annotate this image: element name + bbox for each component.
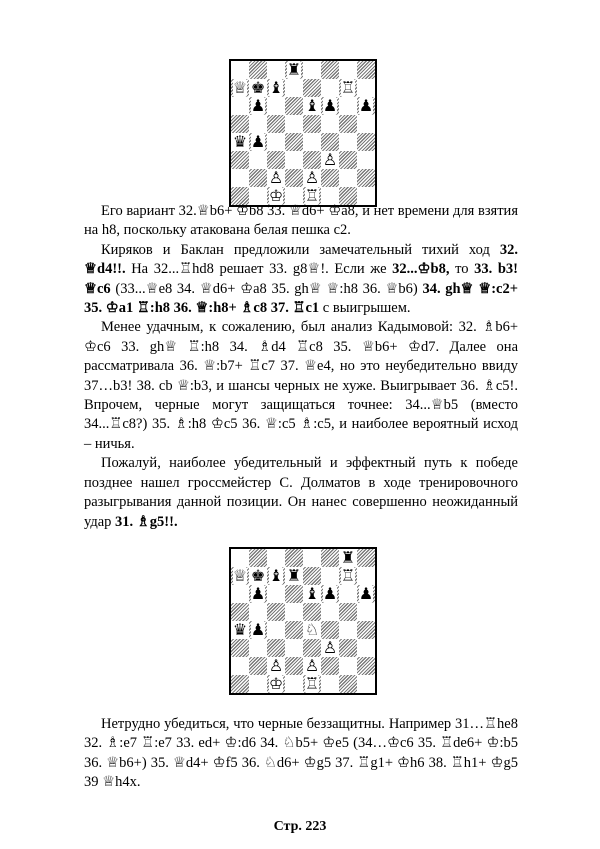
board-square bbox=[267, 567, 285, 585]
board-square bbox=[249, 169, 267, 187]
board-square bbox=[231, 657, 249, 675]
board-square bbox=[339, 97, 357, 115]
board-square bbox=[285, 97, 303, 115]
chess-piece: ♟ bbox=[322, 584, 338, 603]
text-run: Менее удачным, к сожалению, был анализ Кадымовой: 32. ♗b6+ ♔c6 33. gh♕ ♖:h8 34. ♗d4 ♖c8 35. ♕b6+ ♔d7. Далее она рассматривала 36. ♕:b7+ ♖c7 37. ♕e4, но это неубедительно ввиду 37…b3! 38. cb ♕:b3, и шансы черных не хуже. Выигрывает 36. ♗c5!. Впрочем, черные могут защищаться точнее: 34...♕b5 (вместо 34...♖c8?) 35. ♗:h8 ♔c5 36. ♕:c5 ♗:c5, и наиболее вероятный исход – ничья. bbox=[84, 319, 518, 452]
board-square bbox=[231, 621, 249, 639]
board-square bbox=[267, 97, 285, 115]
chess-piece: ♙ bbox=[322, 638, 338, 657]
board-square bbox=[267, 115, 285, 133]
board-square bbox=[285, 61, 303, 79]
board-square bbox=[249, 79, 267, 97]
board-square bbox=[321, 61, 339, 79]
board-square bbox=[249, 585, 267, 603]
chess-piece: ♖ bbox=[304, 186, 320, 205]
text-run: Его вариант 32.♕b6+ ♔b8 33. ♕d6+ ♔a8, и нет времени для взятия на h8, поскольку атакована белая пешка с2. bbox=[84, 203, 518, 239]
board-square bbox=[285, 169, 303, 187]
chess-piece: ♙ bbox=[304, 168, 320, 187]
chess-piece: ♟ bbox=[358, 584, 374, 603]
chess-piece: ♙ bbox=[268, 656, 284, 675]
chess-piece: ♟ bbox=[250, 96, 266, 115]
board-square bbox=[249, 675, 267, 693]
board-square bbox=[285, 133, 303, 151]
board-square bbox=[249, 549, 267, 567]
chess-piece: ♕ bbox=[232, 566, 248, 585]
board-square bbox=[249, 115, 267, 133]
board-square bbox=[231, 133, 249, 151]
board-square bbox=[267, 549, 285, 567]
board-square bbox=[249, 567, 267, 585]
bold-move: 32. ♕d4!!. bbox=[84, 241, 518, 278]
board-square bbox=[285, 621, 303, 639]
text-run: Нетрудно убедиться, что черные беззащитны. Например 31…♖he8 32. ♗:e7 ♖:e7 33. ed+ ♔:d6 34. ♘b5+ ♔e5 (34…♔c6 35. ♖de6+ ♔:b5 36. ♕b6+) 35. ♕d4+ ♔f5 36. ♘d6+ ♔g5 37. ♖g1+ ♔h6 38. ♖h1+ ♔g5 39 ♕h4x. bbox=[84, 716, 518, 791]
board-square bbox=[321, 79, 339, 97]
board-square bbox=[357, 115, 375, 133]
board-square bbox=[285, 657, 303, 675]
board-square bbox=[303, 585, 321, 603]
board-square bbox=[357, 151, 375, 169]
chess-piece: ♙ bbox=[304, 656, 320, 675]
board-square bbox=[303, 61, 321, 79]
chess-piece: ♝ bbox=[304, 584, 320, 603]
board-square bbox=[339, 61, 357, 79]
text-run: (33...♕e8 34. ♕d6+ ♔a8 35. gh♕ ♕:h8 36. ♕b6) bbox=[110, 280, 423, 297]
board-square bbox=[321, 115, 339, 133]
board-square bbox=[231, 585, 249, 603]
board-square bbox=[339, 79, 357, 97]
board-square bbox=[321, 169, 339, 187]
board-square bbox=[303, 657, 321, 675]
board-square bbox=[267, 169, 285, 187]
chess-piece: ♛ bbox=[232, 132, 248, 151]
chess-piece: ♟ bbox=[250, 620, 266, 639]
board-square bbox=[285, 79, 303, 97]
board-square bbox=[321, 657, 339, 675]
board-square bbox=[303, 567, 321, 585]
board-square bbox=[267, 603, 285, 621]
board-square bbox=[249, 61, 267, 79]
board-square bbox=[339, 621, 357, 639]
board-square bbox=[357, 657, 375, 675]
board-square bbox=[231, 169, 249, 187]
board-square bbox=[321, 585, 339, 603]
board-square bbox=[321, 549, 339, 567]
chess-piece: ♙ bbox=[268, 168, 284, 187]
board-square bbox=[303, 151, 321, 169]
board-square bbox=[339, 169, 357, 187]
board-square bbox=[339, 639, 357, 657]
board-square bbox=[267, 657, 285, 675]
analysis-text bbox=[84, 202, 518, 532]
board-square bbox=[321, 567, 339, 585]
board-square bbox=[357, 169, 375, 187]
board-square bbox=[339, 549, 357, 567]
board-square bbox=[321, 133, 339, 151]
chess-piece: ♜ bbox=[286, 566, 302, 585]
chess-piece: ♖ bbox=[340, 566, 356, 585]
board-square bbox=[285, 549, 303, 567]
paragraph bbox=[84, 454, 518, 532]
chess-piece: ♚ bbox=[250, 78, 266, 97]
board-square bbox=[267, 675, 285, 693]
board-square bbox=[339, 567, 357, 585]
chess-piece: ♖ bbox=[304, 674, 320, 693]
board-square bbox=[357, 61, 375, 79]
board-square bbox=[249, 657, 267, 675]
chess-piece: ♝ bbox=[304, 96, 320, 115]
chess-piece: ♟ bbox=[250, 132, 266, 151]
board-square bbox=[231, 639, 249, 657]
board-square bbox=[321, 97, 339, 115]
board-square bbox=[321, 621, 339, 639]
text-run: то bbox=[449, 261, 475, 278]
board-square bbox=[231, 97, 249, 115]
board-square bbox=[357, 621, 375, 639]
board-square bbox=[357, 585, 375, 603]
board-square bbox=[231, 603, 249, 621]
board-square bbox=[249, 621, 267, 639]
chess-piece: ♔ bbox=[268, 186, 284, 205]
chess-piece: ♖ bbox=[340, 78, 356, 97]
board-square bbox=[267, 621, 285, 639]
conclusion-text bbox=[84, 715, 518, 793]
board-square bbox=[267, 151, 285, 169]
board-square bbox=[339, 151, 357, 169]
board-square bbox=[303, 639, 321, 657]
board-square bbox=[303, 169, 321, 187]
board-square bbox=[303, 621, 321, 639]
paragraph bbox=[84, 241, 518, 319]
chess-piece: ♔ bbox=[268, 674, 284, 693]
paragraph bbox=[84, 202, 518, 241]
board-square bbox=[249, 97, 267, 115]
chess-diagram-1 bbox=[229, 59, 377, 207]
board-square bbox=[303, 79, 321, 97]
board-square bbox=[303, 115, 321, 133]
bold-move: 32...♔b8, bbox=[392, 261, 450, 278]
board-square bbox=[267, 79, 285, 97]
board-square bbox=[321, 639, 339, 657]
bold-move: 34. gh♕ ♕:c2+ 35. ♔a1 ♖:h8 36. ♕:h8+ ♗c8 37. ♖c1 bbox=[84, 280, 519, 317]
board-square bbox=[231, 151, 249, 169]
chess-piece: ♟ bbox=[322, 96, 338, 115]
page-number: Стр. 223 bbox=[273, 819, 327, 834]
board-square bbox=[303, 549, 321, 567]
chess-piece: ♟ bbox=[250, 584, 266, 603]
board-square bbox=[357, 567, 375, 585]
board-square bbox=[249, 151, 267, 169]
board-square bbox=[267, 133, 285, 151]
board-square bbox=[231, 675, 249, 693]
board-square bbox=[249, 133, 267, 151]
chess-piece: ♘ bbox=[304, 620, 320, 639]
board-square bbox=[303, 675, 321, 693]
board-square bbox=[267, 585, 285, 603]
board-square bbox=[357, 133, 375, 151]
board-square bbox=[285, 675, 303, 693]
board-square bbox=[357, 639, 375, 657]
board-square bbox=[231, 61, 249, 79]
board-square bbox=[285, 567, 303, 585]
board-square bbox=[303, 603, 321, 621]
text-run: Киряков и Баклан предложили замечательный тихий ход bbox=[101, 241, 500, 258]
board-square bbox=[231, 79, 249, 97]
board-square bbox=[303, 133, 321, 151]
bold-move: 31. ♗g5!!. bbox=[115, 513, 178, 530]
board-square bbox=[321, 675, 339, 693]
board-square bbox=[285, 639, 303, 657]
chess-piece: ♜ bbox=[286, 60, 302, 79]
board-square bbox=[249, 639, 267, 657]
chess-piece: ♝ bbox=[268, 78, 284, 97]
chess-piece: ♟ bbox=[358, 96, 374, 115]
board-square bbox=[231, 567, 249, 585]
board-square bbox=[357, 603, 375, 621]
board-square bbox=[339, 585, 357, 603]
board-square bbox=[267, 61, 285, 79]
board-square bbox=[285, 585, 303, 603]
board-square bbox=[339, 133, 357, 151]
board-square bbox=[357, 675, 375, 693]
board-square bbox=[339, 115, 357, 133]
chess-piece: ♕ bbox=[232, 78, 248, 97]
chess-piece: ♙ bbox=[322, 150, 338, 169]
chess-piece: ♝ bbox=[268, 566, 284, 585]
bold-move: 33. b3! ♕c6 bbox=[84, 261, 518, 297]
board-square bbox=[339, 675, 357, 693]
board-square bbox=[303, 97, 321, 115]
chess-piece: ♜ bbox=[340, 548, 356, 567]
board-square bbox=[285, 115, 303, 133]
board-square bbox=[357, 549, 375, 567]
chess-piece: ♛ bbox=[232, 620, 248, 639]
text-run: На 32...♖hd8 решает 33. g8♕!. Если же bbox=[125, 261, 393, 278]
board-square bbox=[285, 151, 303, 169]
board-square bbox=[249, 603, 267, 621]
board-square bbox=[357, 97, 375, 115]
board-square bbox=[231, 549, 249, 567]
board-square bbox=[339, 657, 357, 675]
paragraph bbox=[84, 318, 518, 454]
board-square bbox=[321, 603, 339, 621]
board-square bbox=[357, 79, 375, 97]
board-square bbox=[321, 151, 339, 169]
board-square bbox=[285, 603, 303, 621]
board-square bbox=[267, 639, 285, 657]
text-run: с выигрышем. bbox=[319, 300, 411, 317]
chess-diagram-2 bbox=[229, 547, 377, 695]
chess-piece: ♚ bbox=[250, 566, 266, 585]
board-square bbox=[231, 115, 249, 133]
board-square bbox=[339, 603, 357, 621]
paragraph bbox=[84, 715, 518, 793]
text-run: Пожалуй, наиболее убедительный и эффектный путь к победе позднее нашел гроссмейстер С. Долматов в ходе тренировочного разыгрывания данной позиции. Он нанес совершенно неожиданный удар bbox=[84, 455, 518, 530]
